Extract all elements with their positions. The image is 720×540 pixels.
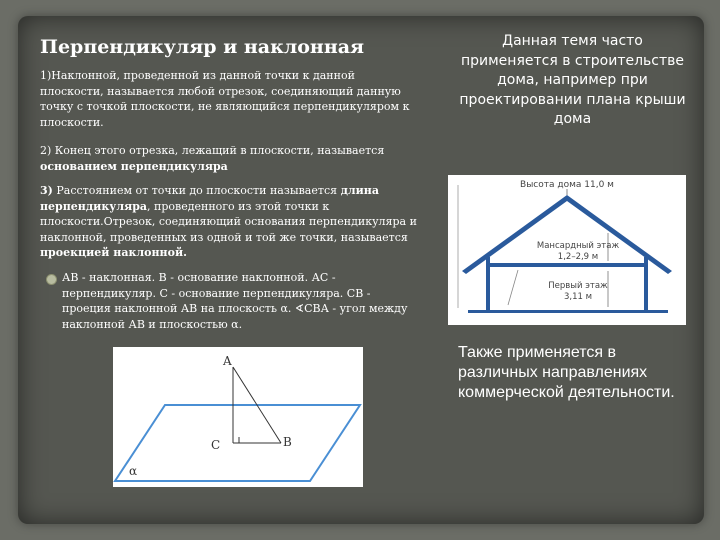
paragraph-2-term: основанием перпендикуляра [40, 159, 228, 173]
roof [462, 195, 672, 274]
right-text-2: Также применяется в различных направлениях коммерческой деятельности. [458, 344, 675, 401]
paragraph-3-term-b: проекцией наклонной. [40, 246, 187, 259]
bullet-icon [46, 274, 57, 285]
paragraph-2 [40, 143, 410, 174]
paragraph-1-text: 1)Наклонной, проведенной из данной точки к данной плоскости, называется любой отрезок, соединяющий данную точку с точкой плоскости, не являющийся перпендикуляром к плоскости. [40, 69, 410, 129]
house-svg [448, 175, 686, 325]
height-label: Высота дома 11,0 м [520, 180, 614, 190]
label-alpha: α [129, 464, 138, 478]
house-diagram [448, 175, 686, 325]
paragraph-3-term-a: длина перпендикуляра [40, 184, 379, 213]
stair-hint [508, 270, 518, 305]
paragraph-4-text: АВ - наклонная. В - основание наклонной. АС - перпендикуляр. С - основание перпендикуляра. СВ - проеция наклонной АВ на плоскость α. ∢СВА - угол между наклонной АВ и плоскостью α. [62, 271, 408, 331]
geometry-svg [113, 347, 363, 487]
paragraph-3-text-a: Расстоянием от точки до плоскости называется [52, 184, 341, 197]
paragraph-2-text: 2) Конец этого отрезка, лежащий в плоскости, называется [40, 144, 385, 157]
paragraph-1 [40, 68, 420, 130]
label-c: C [211, 438, 221, 452]
paragraph-3-text-b: , проведенного из этой точки к плоскости.Отрезок, соединяющий основания перпендикуляра и наклонной, проведенных из одной и той же точки, называется [40, 199, 417, 244]
geometry-diagram [113, 347, 363, 487]
attic-label: Мансардный этаж [536, 241, 620, 251]
label-a: A [223, 354, 232, 368]
first-height: 3,11 м [563, 292, 593, 302]
paragraph-3 [40, 183, 425, 261]
label-b: B [283, 435, 292, 449]
floor-slab [486, 263, 648, 267]
right-text: Данная темя часто применяется в строительстве дома, например при проектировании плана крыши дома [459, 33, 686, 127]
attic-height: 1,2–2,9 м [557, 252, 599, 262]
slide-title: Перпендикуляр и наклонная [40, 36, 365, 58]
first-label: Первый этаж [548, 281, 608, 291]
paragraph-3-number: 3) [40, 184, 53, 197]
ground-line [468, 310, 668, 313]
paragraph-4 [62, 270, 412, 332]
